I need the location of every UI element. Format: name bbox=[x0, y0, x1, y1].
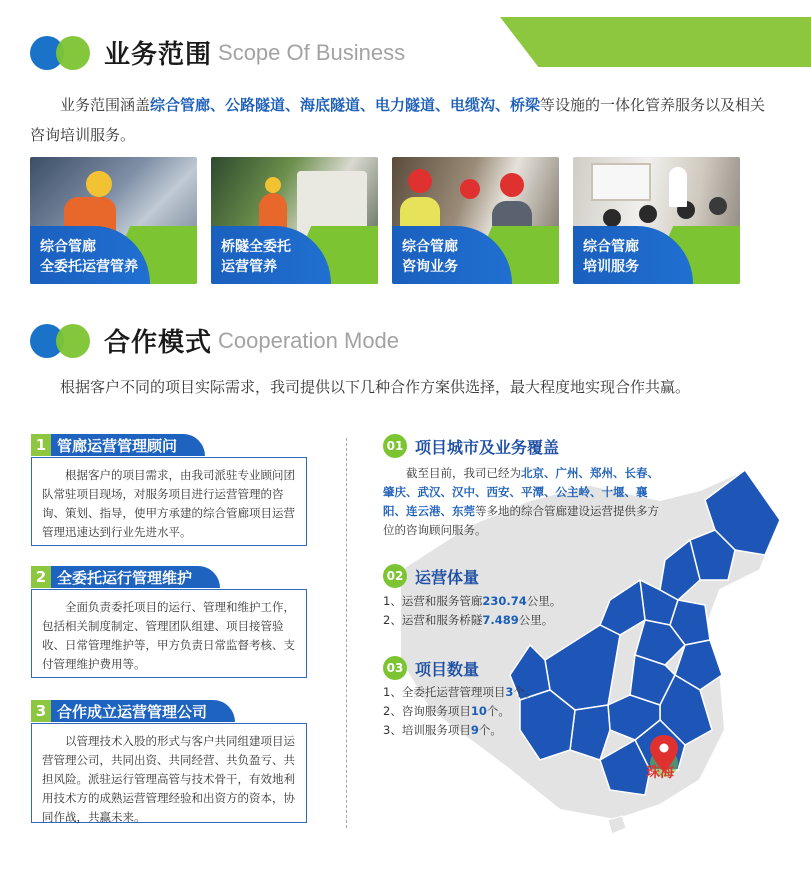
mode-number: 2 bbox=[31, 566, 51, 588]
scope-intro-part: 等设施的一体化管养服务以及相关咨询培训服务。 bbox=[30, 96, 766, 144]
stat-title: 项目数量 bbox=[415, 659, 480, 679]
stat-line: 2、运营和服务桥隧7.489公里。 bbox=[383, 613, 554, 627]
scope-title-en: Scope Of Business bbox=[218, 39, 406, 65]
stat-number-badge: 01 bbox=[383, 434, 407, 458]
stat-line: 3、培训服务项目9个。 bbox=[383, 723, 502, 737]
service-label: 综合管廊 培训服务 bbox=[583, 239, 639, 275]
stat-count-header bbox=[383, 656, 479, 680]
stat-cities-header bbox=[383, 434, 559, 458]
map-marker-label: 珠海 bbox=[646, 765, 674, 781]
column-divider bbox=[346, 438, 347, 828]
scope-section-header bbox=[30, 34, 405, 71]
stat-title: 项目城市及业务覆盖 bbox=[415, 437, 560, 457]
section-dots-icon bbox=[30, 36, 94, 70]
stat-count-list bbox=[383, 683, 668, 740]
stat-volume-list bbox=[383, 592, 668, 630]
cooperation-section-header bbox=[30, 322, 399, 359]
service-card-4[interactable] bbox=[573, 157, 740, 284]
cooperation-title-cn: 合作模式 bbox=[104, 328, 213, 358]
stat-volume-header bbox=[383, 564, 479, 588]
mode-title: 全委托运行管理维护 bbox=[51, 566, 220, 588]
mode-2-description: 全面负责委托项目的运行、管理和维护工作，包括相关制度制定、管理团队组建、项目接管验收、日常管理维护等，甲方负责日常监督考核、支付管理维护费用等。 bbox=[31, 589, 307, 678]
stat-line: 2、咨询服务项目10个。 bbox=[383, 704, 510, 718]
scope-intro bbox=[30, 90, 770, 150]
mode-title: 管廊运营管理顾问 bbox=[51, 434, 205, 456]
section-dots-icon bbox=[30, 324, 94, 358]
scope-intro-part: 业务范围涵盖 bbox=[60, 96, 151, 114]
mode-number: 1 bbox=[31, 434, 51, 456]
service-label: 综合管廊 咨询业务 bbox=[402, 239, 458, 275]
service-card-1[interactable] bbox=[30, 157, 197, 284]
mode-2-header bbox=[31, 566, 220, 588]
scope-intro-highlight: 综合管廊、公路隧道、海底隧道、电力隧道、电缆沟、桥梁 bbox=[150, 96, 541, 114]
mode-title: 合作成立运营管理公司 bbox=[51, 700, 235, 722]
service-card-3[interactable] bbox=[392, 157, 559, 284]
service-card-2[interactable] bbox=[211, 157, 378, 284]
stat-cities-text: 截至目前，我司已经为北京、广州、郑州、长春、肇庆、武汉、汉中、西安、平潭、公主岭、十堰、襄阳、连云港、东莞等多地的综合管廊建设运营提供多方位的咨询顾问服务。 bbox=[383, 466, 659, 537]
stat-line: 1、运营和服务管廊230.74公里。 bbox=[383, 594, 562, 608]
stat-line: 1、全委托运营管理项目3个。 bbox=[383, 685, 537, 699]
stat-title: 运营体量 bbox=[415, 567, 480, 587]
service-label: 综合管廊 全委托运营管养 bbox=[40, 239, 138, 275]
cooperation-intro: 根据客户不同的项目实际需求，我司提供以下几种合作方案供选择，最大程度地实现合作共赢。 bbox=[60, 378, 691, 396]
header-accent-band bbox=[500, 17, 811, 67]
mode-1-header bbox=[31, 434, 205, 456]
stat-number-badge: 03 bbox=[383, 656, 407, 680]
mode-number: 3 bbox=[31, 700, 51, 722]
city-list: 北京、广州、郑州、长春、肇庆、武汉、汉中、西安、平潭、公主岭、十堰、襄阳、连云港、东莞 bbox=[383, 466, 659, 518]
scope-title-cn: 业务范围 bbox=[104, 40, 213, 70]
cooperation-title-en: Cooperation Mode bbox=[218, 327, 400, 353]
mode-3-description: 以管理技术入股的形式与客户共同组建项目运营管理公司，共同出资、共同经营、共负盈亏、共担风险。派驻运行管理高管与技术骨干，有效地利用技术方的成熟运营管理经验和出资方的资本，协同作战，共赢未来。 bbox=[31, 723, 307, 823]
mode-3-header bbox=[31, 700, 235, 722]
stat-number-badge: 02 bbox=[383, 564, 407, 588]
mode-1-description: 根据客户的项目需求，由我司派驻专业顾问团队常驻项目现场，对服务项目进行运营管理的咨询、策划、指导，使甲方承建的综合管廊项目运营管理迅速达到行业先进水平。 bbox=[31, 457, 307, 546]
service-label: 桥隧全委托 运营管养 bbox=[221, 239, 291, 275]
